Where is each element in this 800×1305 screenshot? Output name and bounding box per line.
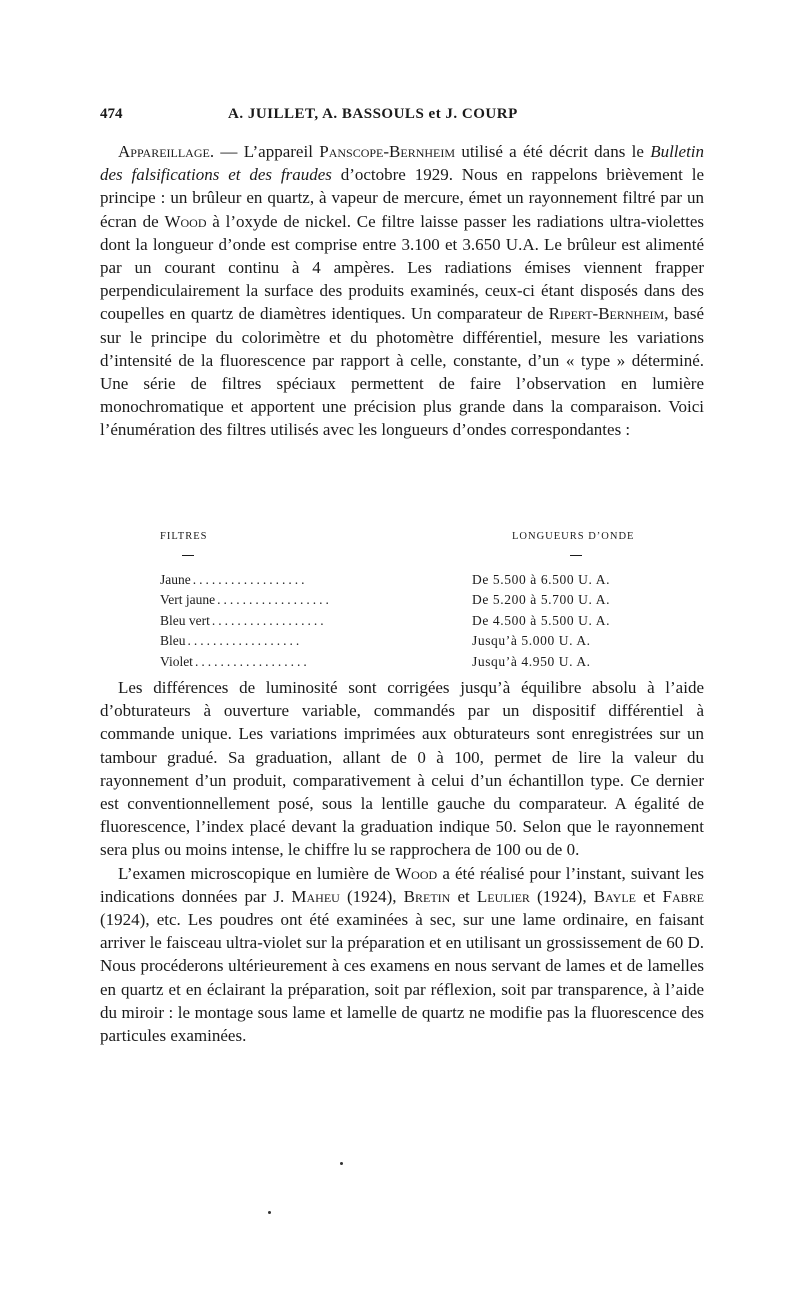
column-header-filters: FILTRES bbox=[160, 531, 208, 542]
table-row bbox=[160, 631, 650, 651]
table-row bbox=[160, 570, 650, 590]
name-fabre: Fabre bbox=[662, 886, 704, 906]
paragraph-examen-microscopique: L’examen microscopique en lumière de Wood a été réalisé pour l’instant, suivant les indications données par J. Maheu (1924), Bretin et Leulier (1924), Bayle et Fabre (1924), etc. Les poudres ont été examinées à sec, sur une lame ordinaire, en faisant arriver le faisceau ultra-violet sur la préparation et en utilisant un grossissement de 60 D. Nous procéderons ultérieurement à ces examens en nous servant de lames et de lamelles en quartz et en éclairant la préparation, soit par réflexion, soit par transparence, à l’aide du miroir : le montage sous lame et lamelle de quartz ne modifie pas la fluorescence des particules examinées. bbox=[100, 863, 704, 1046]
paragraph-appareillage: Appareillage. — L’appareil Panscope-Bernheim utilisé a été décrit dans le Bulletin des falsifications et des fraudes d’octobre 1929. Nous en rappelons brièvement le principe : un brûleur en quartz, à vapeur de mercure, émet un rayonnement filtré par un écran de Wood à l’oxyde de nickel. Ce filtre laisse passer les radiations ultra-violettes dont la longueur d’onde est comprise entre 3.100 et 3.650 U.A. Le brûleur est alimenté par un courant continu à 4 ampères. Les radiations émises viennent frapper perpendiculairement la surface des produits examinés, ceux-ci étant disposés dans des coupelles en quartz de diamètres identiques. Un comparateur de Ripert-Bernheim, basé sur le principe du colorimètre et du photomètre différentiel, mesure les variations d’intensité de la fluorescence par rapport à celle, constante, d’un « type » déterminé. Une série de filtres spéciaux permettent de faire l’observation en lumière monochromatique et apportent une précision plus grande dans la comparaison. Voici l’énumération des filtres utilisés avec les longueurs d’ondes correspondantes : bbox=[100, 142, 705, 440]
filter-name: Bleu vert bbox=[160, 612, 210, 628]
page-number: 474 bbox=[100, 106, 123, 122]
body-text-section-2 bbox=[100, 676, 704, 1047]
dot-leader: .................. bbox=[192, 572, 308, 587]
dot-leader: .................. bbox=[187, 633, 303, 649]
wavelength-range: De 5.500 à 6.500 U. A. bbox=[472, 572, 611, 587]
body-text-section-1 bbox=[100, 140, 704, 442]
paragraph-luminosite: Les différences de luminosité sont corrigées jusqu’à équilibre absolu à l’aide d’obturateurs à ouverture variable, commandés par un dispositif différentiel à commande unique. Les variations imprimées aux obturateurs sont enregistrées sur un tambour gradué. Sa graduation, allant de 0 à 100, permet de lire la valeur du rayonnement d’un produit, comparativement à celui d’un échantillon type. Ce dernier est conventionnellement posé, sous la lentille gauche du comparateur. A égalité de fluorescence, l’index placé devant la graduation indique 50. Selon que le rayonnement sera plus ou moins intense, le chiffre lu se rapprochera de 100 ou de 0. bbox=[100, 678, 704, 860]
name-wood: Wood bbox=[164, 211, 207, 231]
name-leulier: Leulier bbox=[476, 886, 530, 906]
filter-name: Vert jaune bbox=[160, 592, 216, 608]
name-ripert-bernheim: Ripert-Bernheim bbox=[548, 304, 665, 324]
filter-table bbox=[160, 531, 650, 672]
print-speck bbox=[340, 1162, 343, 1165]
journal-title: Bulletin des falsifications et des fraudes bbox=[100, 142, 705, 185]
filter-name: Violet bbox=[160, 653, 193, 669]
dot-leader: .................. bbox=[217, 592, 332, 608]
running-head-authors: A. JUILLET, A. BASSOULS et J. COURP bbox=[228, 106, 518, 122]
header-dash-right bbox=[570, 555, 582, 556]
running-head bbox=[100, 106, 704, 130]
print-speck bbox=[268, 1211, 271, 1214]
dot-leader: .................. bbox=[194, 653, 310, 669]
table-row bbox=[160, 652, 650, 672]
wavelength-range: De 4.500 à 5.500 U. A. bbox=[472, 612, 611, 628]
table-header-dashes bbox=[160, 549, 650, 563]
filter-name: Bleu bbox=[160, 633, 186, 649]
section-lead: Appareillage. bbox=[118, 142, 215, 161]
dot-leader: .................. bbox=[211, 612, 327, 628]
filter-name: Jaune bbox=[160, 572, 191, 587]
name-wood: Wood bbox=[395, 863, 438, 883]
table-rows bbox=[160, 570, 650, 672]
table-row bbox=[160, 611, 650, 631]
name-bretin: Bretin bbox=[403, 886, 451, 906]
header-dash-left bbox=[182, 555, 194, 556]
column-header-wavelengths: LONGUEURS D’ONDE bbox=[512, 531, 635, 542]
wavelength-range: Jusqu’à 5.000 U. A. bbox=[472, 633, 591, 649]
wavelength-range: De 5.200 à 5.700 U. A. bbox=[472, 592, 611, 608]
name-panscope-bernheim: Panscope-Bernheim bbox=[319, 142, 456, 161]
wavelength-range: Jusqu’à 4.950 U. A. bbox=[472, 653, 591, 669]
name-maheu: Maheu bbox=[291, 886, 340, 906]
table-headers bbox=[160, 531, 650, 549]
name-bayle: Bayle bbox=[593, 886, 636, 906]
table-row bbox=[160, 590, 650, 610]
